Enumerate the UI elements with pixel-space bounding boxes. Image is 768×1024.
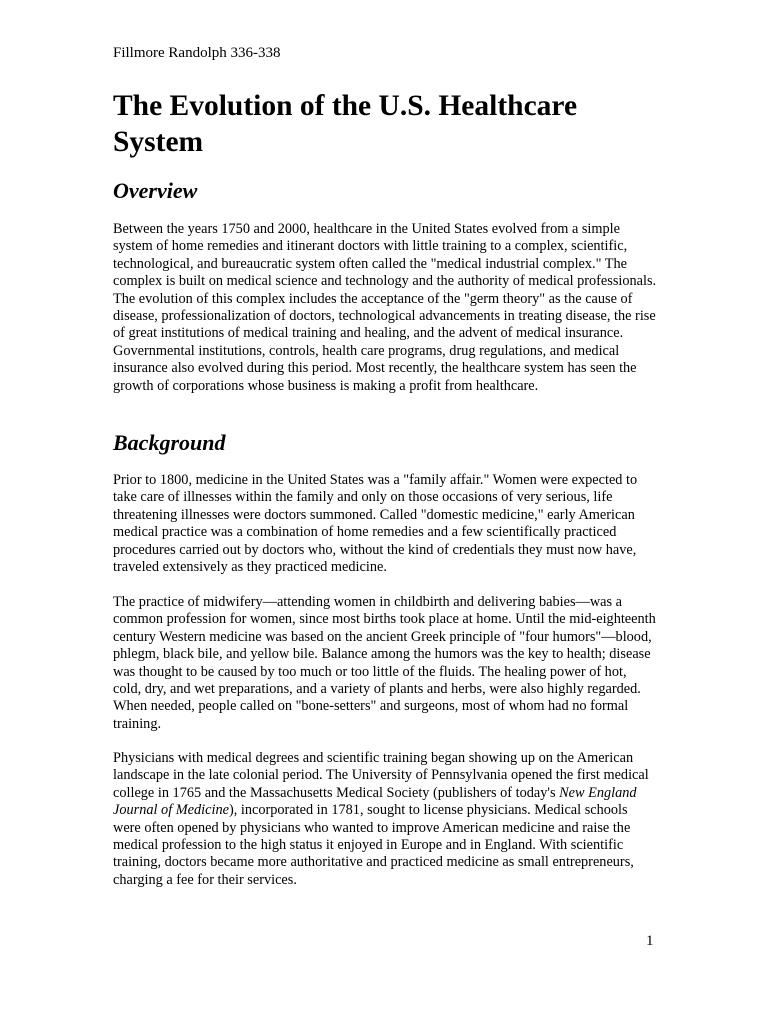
paragraph-text: Physicians with medical degrees and scientific training began showing up on the American landscape in the late colonial period. The University of Pennsylvania opened the first medical college in 1765 and the Massachusetts Medical Society (publishers of today's (113, 750, 649, 801)
section-heading-background: Background (113, 430, 226, 455)
document-title: The Evolution of the U.S. Healthcare System (113, 90, 578, 158)
overview-paragraph: Between the years 1750 and 2000, healthcare in the United States evolved from a simple system of home remedies and itinerant doctors with little training to a complex, scientific, technological, and bureaucratic system often called the "medical industrial complex." The complex is built on medical science and technology and the authority of medical professionals. The evolution of this complex includes the acceptance of the "germ theory" as the cause of disease, professionalization of doctors, technological advancements in treating disease, the rise of great institutions of medical training and healing, and the advent of medical insurance. Governmental institutions, controls, health care programs, drug regulations, and medical insurance also evolved during this period. Most recently, the healthcare system has seen the growth of corporations whose business is making a profit from healthcare. (113, 221, 657, 394)
background-paragraph-2: The practice of midwifery—attending women in childbirth and delivering babies—was a common profession for women, since most births took place at home. Until the mid-eighteenth century Western medicine was based on the ancient Greek principle of "four humors"—blood, phlegm, black bile, and yellow bile. Balance among the humors was the key to health; disease was thought to be caused by too much or too little of the fluids. The healing power of hot, cold, dry, and wet preparations, and a variety of plants and herbs, were also highly regarded. When needed, people called on "bone-setters" and surgeons, most of whom had no formal training. (113, 594, 656, 732)
running-header: Fillmore Randolph 336-338 (113, 45, 281, 61)
section-heading-overview: Overview (113, 178, 198, 203)
background-paragraph-1: Prior to 1800, medicine in the United States was a "family affair." Women were expected to take care of illnesses within the family and only on those occasions of very serious, life threatening illnesses were doctors summoned. Called "domestic medicine," early American medical practice was a combination of home remedies and a few scientifically practiced procedures carried out by doctors who, without the kind of credentials they must now have, traveled extensively as they practiced medicine. (113, 472, 638, 576)
background-paragraph-3 (113, 750, 658, 889)
paragraph-text: ), incorporated in 1781, sought to license physicians. Medical schools were often opened by physicians who wanted to improve American medicine and raise the medical profession to the high status it enjoyed in Europe and in England. With scientific training, doctors became more authoritative and practiced medicine as small entrepreneurs, charging a fee for their services. (113, 802, 634, 888)
page-number: 1 (646, 933, 654, 949)
journal-title: New England Journal of Medicine (113, 784, 637, 819)
